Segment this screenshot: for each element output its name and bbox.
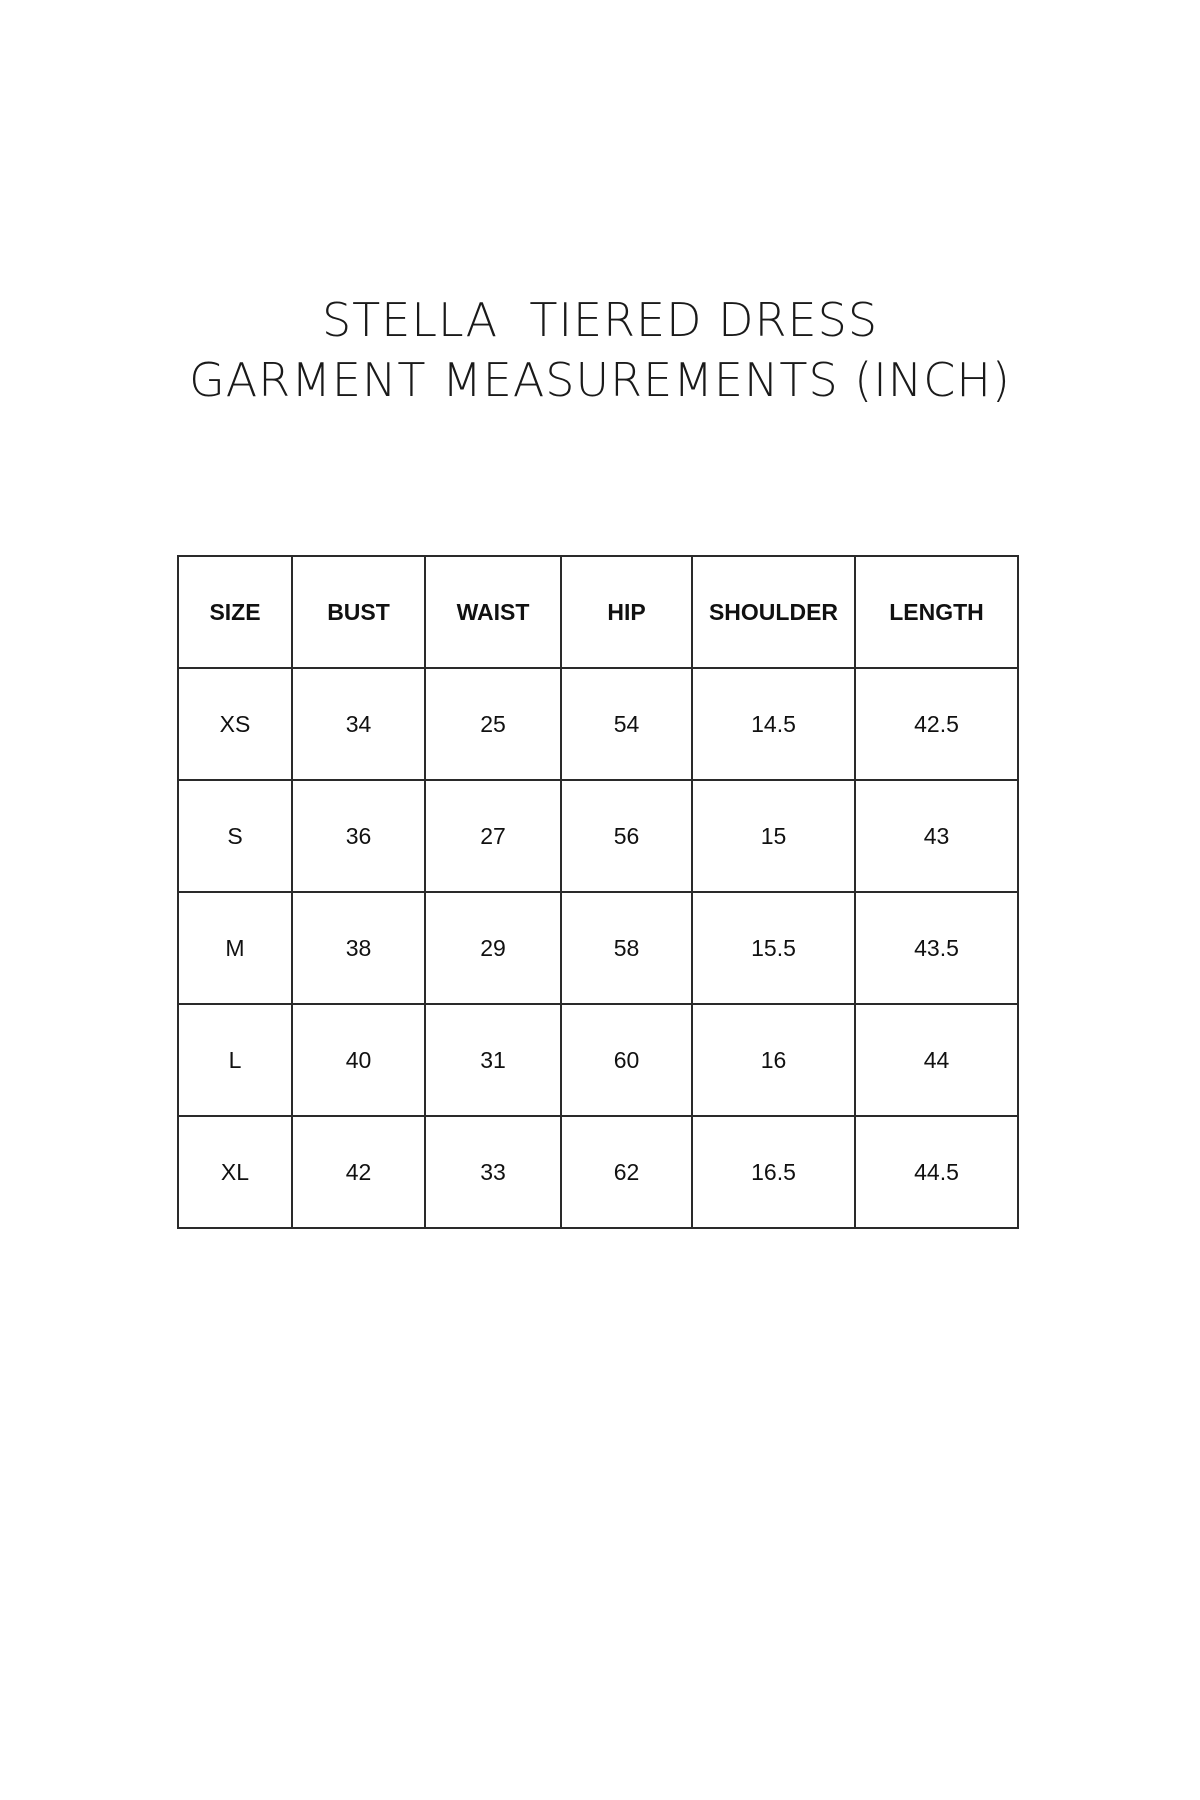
cell-size: S <box>178 780 292 892</box>
cell-bust: 40 <box>292 1004 425 1116</box>
cell-shoulder: 16 <box>692 1004 855 1116</box>
table-row <box>178 892 1018 1004</box>
header-size: SIZE <box>178 556 292 668</box>
cell-hip: 54 <box>561 668 692 780</box>
header-bust: BUST <box>292 556 425 668</box>
cell-length: 44 <box>855 1004 1018 1116</box>
cell-hip: 56 <box>561 780 692 892</box>
cell-hip: 58 <box>561 892 692 1004</box>
cell-hip: 62 <box>561 1116 692 1228</box>
table-row <box>178 780 1018 892</box>
cell-length: 42.5 <box>855 668 1018 780</box>
cell-length: 44.5 <box>855 1116 1018 1228</box>
cell-shoulder: 16.5 <box>692 1116 855 1228</box>
cell-bust: 42 <box>292 1116 425 1228</box>
size-chart <box>177 555 1019 1229</box>
cell-bust: 36 <box>292 780 425 892</box>
cell-shoulder: 15 <box>692 780 855 892</box>
cell-shoulder: 15.5 <box>692 892 855 1004</box>
cell-hip: 60 <box>561 1004 692 1116</box>
cell-bust: 34 <box>292 668 425 780</box>
cell-waist: 25 <box>425 668 561 780</box>
cell-waist: 31 <box>425 1004 561 1116</box>
header-length: LENGTH <box>855 556 1018 668</box>
cell-waist: 29 <box>425 892 561 1004</box>
header-hip: HIP <box>561 556 692 668</box>
cell-shoulder: 14.5 <box>692 668 855 780</box>
cell-length: 43 <box>855 780 1018 892</box>
cell-waist: 33 <box>425 1116 561 1228</box>
title-line-subtitle: GARMENT MEASUREMENTS (INCH) <box>189 353 1011 407</box>
table-header-row <box>178 556 1018 668</box>
cell-bust: 38 <box>292 892 425 1004</box>
title-line-product: STELLA TIERED DRESS <box>321 293 879 347</box>
measurements-table <box>177 555 1019 1229</box>
cell-size: XS <box>178 668 292 780</box>
cell-length: 43.5 <box>855 892 1018 1004</box>
header-shoulder: SHOULDER <box>692 556 855 668</box>
table-row <box>178 1116 1018 1228</box>
cell-size: M <box>178 892 292 1004</box>
table-row <box>178 1004 1018 1116</box>
table-row <box>178 668 1018 780</box>
page-title <box>0 290 1200 410</box>
header-waist: WAIST <box>425 556 561 668</box>
cell-waist: 27 <box>425 780 561 892</box>
cell-size: XL <box>178 1116 292 1228</box>
cell-size: L <box>178 1004 292 1116</box>
